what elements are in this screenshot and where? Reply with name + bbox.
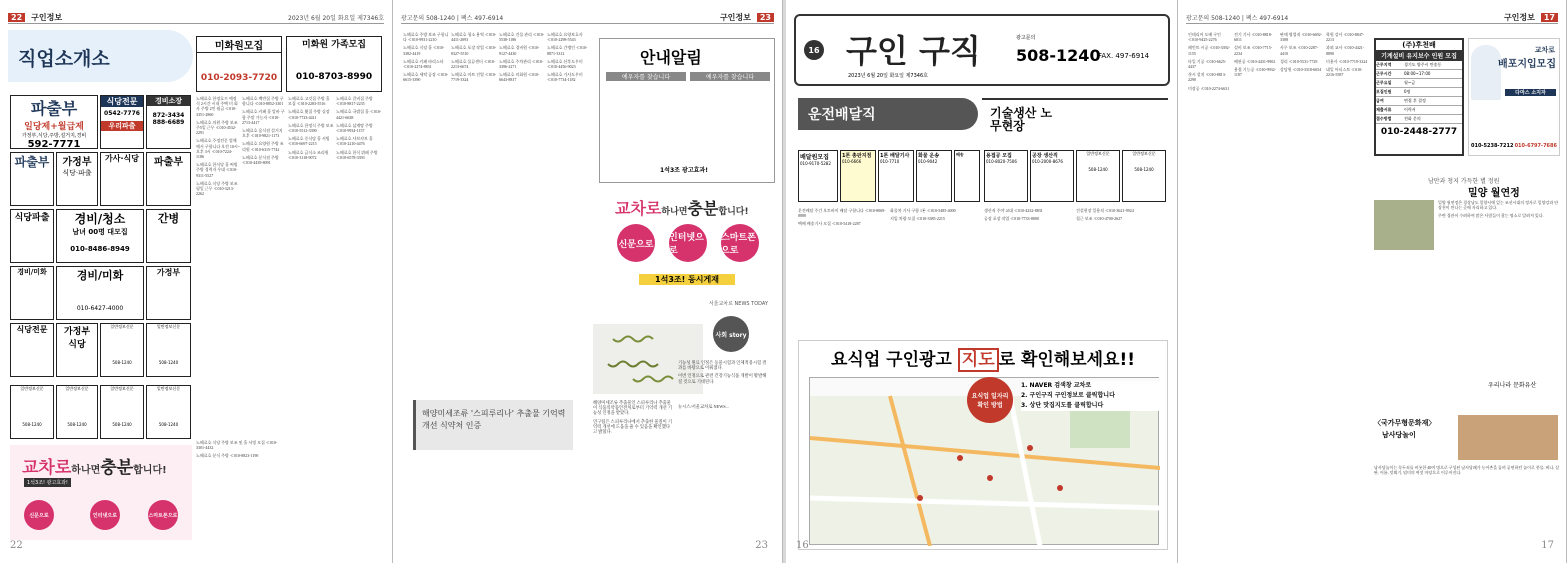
page-number: 17	[1541, 13, 1558, 22]
ad-box: 배송	[954, 150, 980, 202]
newspaper-page-23	[393, 0, 783, 563]
job-phone: 010-2448-2777	[1380, 127, 1458, 137]
ad-phone: 592-7771	[27, 139, 81, 149]
newspaper-page-17	[1178, 0, 1567, 563]
slot-label: 일반정보신문	[20, 386, 44, 391]
map-bubble: 요식업 일자리 확인 방법	[967, 377, 1013, 423]
banner-mid: 하나면	[661, 207, 688, 217]
page-header	[1186, 12, 1558, 24]
ad-gyeongbi-2	[56, 209, 144, 263]
slot-phone: 508-1240	[22, 422, 42, 427]
classifieds-column: 노해료호 건물 관리 ≪010-5538-1186 노해료호 경비원 ≪010-9127-4430 노해료호 주차관리 ≪010-3396-2271 노해료호 미화원 ≪010-6643-8817	[499, 32, 545, 83]
column-body: 밀양 월연정은 경상남도 밀양시에 있는 조선시대의 정자로 밀양강과 단장천이 만나는 곳에 자리하고 있다. 주변 경관이 수려하여 많은 사람들이 찾는 명소로 알려져 있다.	[1438, 200, 1559, 219]
ad-box: 용접공 모집 010-8020-7506	[984, 150, 1028, 202]
notice-tab: 예우자를 찾습니다	[690, 72, 770, 81]
ad-gajeongbu-2	[146, 266, 191, 320]
ad-title: 식당전문	[16, 325, 48, 334]
news-label: 서울교차로 NEWS TODAY	[708, 301, 768, 307]
map-ad	[798, 340, 1168, 550]
newspaper-page-22	[0, 0, 393, 563]
classifieds-column: 생산직 주야 교대 ≪010-4232-8831 공장 포장 작업 ≪010-7733-8800	[984, 208, 1043, 222]
ad-title: 경비소장	[147, 96, 190, 106]
title-banner	[8, 30, 193, 82]
ad-mihwa	[286, 36, 382, 92]
column-title: 밀양 월연정	[1468, 188, 1520, 199]
job-row: 모집인원 0명	[1376, 88, 1462, 97]
ad-gasa	[100, 152, 144, 206]
ad-phone: 010-2093-7720	[200, 73, 278, 83]
phone: 508-1240	[1016, 46, 1101, 65]
issue-date: 2023년 6월 20일 화요일 제7346호	[288, 15, 384, 22]
banner-emph: 충분	[100, 458, 134, 478]
ad-pachulbu-2	[10, 152, 54, 206]
fax: FAX. 497-6914	[1098, 52, 1150, 60]
banner-brand: 교차로	[615, 199, 662, 218]
page-header	[8, 12, 384, 24]
ad-siktang	[100, 95, 144, 149]
classifieds-column: 노해료호 주방 보조 구합니다 ≪010-9931-2210 노해료호 식당 홀 ≪010-3382-4419 노해료호 카페 바리스타 ≪010-2274-8831 노해료호 세탁 공장 ≪010-6615-3390	[403, 32, 449, 83]
ad-box: 1톤 총판지점 010-6666	[840, 150, 876, 202]
section-title: 구인정보	[719, 13, 751, 22]
classifieds-column: 노해료호 백반집 주방 구합니다 ≪010-8852-3301 노해료호 카페 홀 알바 구함 주말 가능자 ≪010-2713-4417 노해료호 음식점 설거지 오후 ≪010-9821-1173 노해료호 요양원 주방 조리원 ≪010-6315-7742 노해료호 분식점 주방 ≪010-4439-8091	[242, 96, 285, 166]
classifieds-column: 노해료호 청소 용역 ≪010-4411-2093 노해료호 포장 작업 ≪010-8327-5510 노해료호 물류센터 ≪010-2213-6674 노해료호 마트 진열 ≪010-7719-3324	[451, 32, 497, 83]
ad-gyeongbi-4	[56, 266, 144, 320]
ad-daehwa	[196, 36, 282, 92]
news-kicker: 사회 story	[713, 316, 749, 352]
ad-phone: 010-6427-4000	[76, 305, 124, 312]
classifieds-column: 노해료호 갈비집 주방 ≪010-8817-2235 노해료호 국밥집 홀 ≪010-4421-6638 노해료호 삼계탕 주방 ≪010-9934-1157 노해료호 샤브샤브 홀 ≪010-2210-4476 노해료호 한식 뷔페 주방 ≪010-6578-3393	[336, 96, 382, 160]
slot-label: 일반정보신문	[156, 324, 181, 329]
section-banner-driving	[798, 98, 978, 130]
classifieds-column: 노해료호 한정호프 예정식 2시간 시내 주택 미 회사 주방 2인 월급 ≪010-3351-2860 노해료호 의원 주방 보조 주5일 근무 ≪010-4532-2291 노해료호 주정전문 업체에서 구합니다 오전 10시~오후 3시 ≪010-7224-1186 노해료호 한식당 홀 써빙 주방 경력자 우대 ≪010-9311-5527 노해료호 식당 주방 보조 평일 근무 ≪010-3213-2262	[196, 96, 240, 197]
ad-box: 1톤 배달기사 010-7710	[878, 150, 914, 202]
slot-phone: 508-1240	[112, 360, 132, 365]
page-number: 23	[757, 13, 774, 22]
map-step: 2. 구인구직 구인정보로 클릭합니다	[1021, 392, 1115, 399]
ad-title: 파출부	[14, 155, 50, 169]
slot	[100, 385, 144, 439]
classifieds-column: 화물차 기사 구함 1톤 ≪010-5485-4000 지입 차량 모집 ≪010-3385-2215	[890, 208, 956, 222]
banner-badge: 1석3조! 동시게재	[639, 274, 735, 285]
ad-sub: 일당제+월급제	[24, 122, 84, 132]
map-steps	[1021, 381, 1161, 411]
page-folio: 23	[755, 540, 768, 551]
deliv-phone: 010-5238-7212	[1471, 143, 1514, 149]
ad-phone: 0542-7776	[104, 110, 140, 117]
ad-sub: 남녀 00명 대모집	[72, 228, 128, 236]
banner-pill-paper: 신문으로	[24, 500, 54, 530]
classifieds-column: 인테리어 도배 구인 ≪010-9425-2276 페인트 시공 ≪010-3392-1155 타일 기공 ≪010-6625-4437 샷시 설치 ≪010-8813-2290 미장공 ≪010-2274-6631	[1188, 32, 1230, 91]
classifieds-column: 판매 영업직 ≪010-6692-3308 사무 보조 ≪010-2287-4410 경리 ≪010-5531-7729 상담원 ≪010-3318-6654	[1280, 32, 1322, 73]
banner-mid: 하나면	[71, 465, 101, 476]
news-body: 기능성 원료 인정은 동물시험과 인체적용시험 결과를 바탕으로 이뤄졌다. 이번 인정으로 관련 건강기능식품 개발이 활발해질 것으로 기대된다. 뉴시스/서울교차로 NEWS...	[678, 360, 767, 409]
slot-phone: 508-1240	[67, 422, 87, 427]
banner-badge: 1석3조! 광고효과!	[24, 478, 71, 487]
ad-detail: 가정부,식당,주방,설거지,경비	[21, 133, 87, 139]
culture-label: 우리나라 문화유산	[1488, 382, 1537, 389]
news-headline: 해양미세조류 '스피루리나' 추출물 기억력 개선 식약처 인증	[422, 409, 566, 430]
notice-tab: 예우자를 찾습니다	[606, 72, 686, 81]
issue-date: 2023년 6월 20일 화요일 제7346호	[848, 73, 928, 79]
ad-ganbyeong	[146, 209, 191, 263]
slot-phone: 508-1240	[158, 360, 179, 365]
delivery-ad	[1468, 38, 1560, 156]
news-byline: 뉴시스/서울교차로 NEWS...	[678, 403, 729, 409]
contact-line: 광고문의 508-1240 | 팩스 497-6914	[401, 15, 504, 22]
ad-title: 가정부	[156, 268, 181, 277]
classifieds-column: 학원 강사 ≪010-8847-2213 과외 교사 ≪010-4421-8890 미용사 ≪010-7719-3324 네일 아티스트 ≪010-2216-5587	[1326, 32, 1368, 78]
classifieds-column: 건설현장 일용직 ≪010-3621-9924 철근 보조 ≪010-4700-2627	[1076, 208, 1134, 222]
map-step: 1. NAVER 검색창 교차로	[1021, 382, 1092, 389]
ad-phone: 010-8703-8990	[295, 72, 373, 82]
newspaper-page-16	[786, 0, 1178, 563]
job-rows	[1376, 61, 1462, 124]
ad-title: 경비/미화	[76, 269, 124, 282]
job-row: 제출서류 이력서	[1376, 106, 1462, 115]
ad-gajeongbu	[56, 152, 98, 206]
culture-photo	[1458, 415, 1558, 460]
kyocharo-banner	[10, 445, 192, 540]
section-title: 구인정보	[31, 13, 63, 22]
job-row: 급여 면접 후 결정	[1376, 97, 1462, 106]
ad-sub: 우리파출	[101, 121, 143, 131]
banner-end: 합니다!	[718, 207, 749, 217]
job-row: 근무지역 경기도 양주시 만송동	[1376, 61, 1462, 70]
ad-siktang-3	[10, 323, 54, 377]
ad-sub: 식당·파출	[62, 169, 92, 177]
page-folio: 17	[1541, 540, 1554, 551]
job-company: (주)후천배	[1402, 41, 1436, 49]
banner-pill-web: 인터넷으로	[90, 500, 120, 530]
page-number: 22	[8, 13, 25, 22]
ad-gyeongbi-3	[10, 266, 54, 320]
page-title: 직업소개소	[18, 48, 110, 70]
map-ad-title: 요식업 구인광고 지도 로 확인해보세요!!	[830, 350, 1136, 370]
job-row: 접수방법 전화 문의	[1376, 115, 1462, 124]
ad-phone: 872-3434	[152, 112, 185, 119]
ad-sub: 식당	[68, 340, 86, 350]
slot: 일반정보신문 508-1240	[1122, 150, 1166, 202]
ad-gyeongbi	[146, 95, 191, 149]
title-header	[794, 14, 1170, 86]
deliv-brand: 교차로	[1534, 46, 1555, 54]
job-title: 기계설비 유지보수 인원 모집	[1376, 50, 1462, 61]
ad-pachulbu-3	[146, 152, 191, 206]
page-folio: 16	[796, 540, 809, 551]
banner-pill-mobile: 스마트폰으로	[148, 500, 178, 530]
banner-pill-mobile: 스마트폰으로	[721, 224, 759, 262]
ad-phone: 010-8486-8949	[70, 245, 130, 253]
kyocharo-banner	[599, 192, 775, 287]
classifieds-column: 노해료호 고깃집 주방 홀 모집 ≪010-2283-5516 노해료호 횟집 주방 실장 ≪010-7723-4411 노해료호 한정식 주방 보조 ≪010-5512-3390 노해료호 중식당 홀 서빙 ≪010-6697-2215 노해료호 급식소 조리원 ≪010-3118-9072	[288, 96, 334, 160]
banner-end: 합니다!	[133, 465, 167, 476]
ad-title: 가정부	[63, 327, 91, 337]
slot	[146, 323, 191, 377]
ad-title: 가사·식당	[105, 154, 139, 163]
ad-title: 경비/청소	[74, 212, 126, 226]
culture-title: 〈국가무형문화재〉	[1374, 419, 1436, 427]
ad-title: 식당파출	[14, 213, 50, 223]
ad-title: 파출부	[30, 99, 78, 118]
map-step: 3. 상단 맛집지도를 클릭합니다	[1021, 402, 1104, 409]
classifieds-column: 운전배달 주간 오토바이 배달 구합니다 ≪010-8069-8888 택배 배송기사 모집 ≪010-5418-2287	[798, 208, 886, 227]
ad-pachulbu	[10, 95, 98, 149]
slot-label: 일반정보신문	[156, 386, 181, 391]
ad-title: 식당전문	[101, 96, 143, 107]
column-photo	[1374, 200, 1434, 250]
banner-brand: 교차로	[22, 458, 72, 478]
ad-siktang-2	[10, 209, 54, 263]
section-title: 운전배달직	[808, 107, 876, 123]
page-header	[401, 12, 774, 24]
ad-box: 공장 생산직 010-2000-8676	[1030, 150, 1074, 202]
column-kicker: 남만과 청지 가득한 별 정원	[1428, 178, 1500, 185]
ad-title: 경비/미화	[17, 268, 47, 276]
deliv-title: 배포지입모집	[1498, 59, 1556, 70]
news-headline-box	[413, 400, 573, 450]
culture-body: 남사당놀이는 꼭두쇠를 비롯한 40여 명으로 구성된 남사당패가 농어촌을 돌며 공연하던 놀이로 풍물, 버나, 살판, 어름, 덧뵈기, 덜미의 여섯 마당으로 이루어진다.	[1374, 465, 1560, 476]
notice-box	[599, 38, 775, 183]
ad-box: 화물 운송 010-9042	[916, 150, 952, 202]
page-number: 16	[804, 40, 824, 60]
slot-label: 일반정보신문	[65, 386, 89, 391]
classifieds-column: 노해료호 식당 주방 보조 및 홀 서빙 모집 ≪010-3301-4432 노해료호 분식 주방 ≪010-8823-1190	[196, 440, 278, 459]
news-body: 해양미세조류 추출물인 스피루리나 추출물이 식품의약품안전처로부터 기억력 개선 기능성 인정을 받았다. 연구팀은 스피루리나에서 추출한 물질이 기억력 개선에 도움을 줄 수 있음을 확인했다고 밝혔다.	[593, 400, 673, 435]
notice-footer: 1석3조 광고효과!	[660, 167, 708, 174]
phone-label: 광고문의	[1016, 35, 1036, 41]
section-title: 기술생산 노무현장	[990, 106, 1053, 133]
deliv-sub: 다마스 소지자	[1505, 89, 1556, 96]
worker-figure	[1471, 45, 1501, 100]
classifieds-column: 노해료호 요양보호사 ≪010-2298-5543 노해료호 간병인 ≪010-8871-3312 노해료호 산후도우미 ≪010-4456-9023 노해료호 가사도우미 ≪010-7734-1182	[547, 32, 588, 83]
ad-phone: 888-6689	[152, 119, 185, 126]
slot	[100, 323, 144, 377]
page-folio: 22	[10, 540, 23, 551]
section-banner-labor	[982, 98, 1168, 140]
job-row: 근무시간 08:00~17:00	[1376, 70, 1462, 79]
ad-title: 미화원모집	[197, 37, 281, 53]
slot-label: 일반정보신문	[110, 324, 134, 329]
ad-box: 배달원모집 010-9170-5282	[798, 150, 838, 202]
slot	[56, 385, 98, 439]
culture-sub: 남사당놀이	[1382, 431, 1416, 439]
ad-title: 파출부	[154, 157, 183, 168]
banner-pill-paper: 신문으로	[617, 224, 655, 262]
ad-gajeongbu-3	[56, 323, 98, 377]
notice-title: 안내알림	[640, 48, 702, 67]
job-row: 근무요일 월~금	[1376, 79, 1462, 88]
banner-emph: 충분	[687, 199, 719, 218]
page-title: 구인 구직	[846, 32, 981, 70]
slot-phone: 508-1240	[158, 422, 179, 427]
contact-line: 광고문의 508-1240 | 팩스 497-6914	[1186, 15, 1289, 22]
banner-pill-web: 인터넷으로	[669, 224, 707, 262]
slot	[146, 385, 191, 439]
ad-title: 간병	[157, 212, 180, 225]
classifieds-column: 전기 기사 ≪010-8818-6011 설비 보조 ≪010-7715-2234 배관공 ≪010-4431-9902 용접 기능공 ≪010-9932-1187	[1234, 32, 1276, 78]
slot-phone: 508-1240	[112, 422, 132, 427]
section-title: 구인정보	[1503, 13, 1535, 22]
slot	[10, 385, 54, 439]
slot-label: 일반정보신문	[110, 386, 134, 391]
slot: 일반정보신문 508-1240	[1076, 150, 1120, 202]
deliv-phone: 010-6797-7686	[1514, 143, 1557, 149]
ad-title: 가정부	[62, 157, 92, 168]
job-ad	[1374, 38, 1464, 156]
ad-title: 미화원 가족모집	[302, 40, 366, 50]
